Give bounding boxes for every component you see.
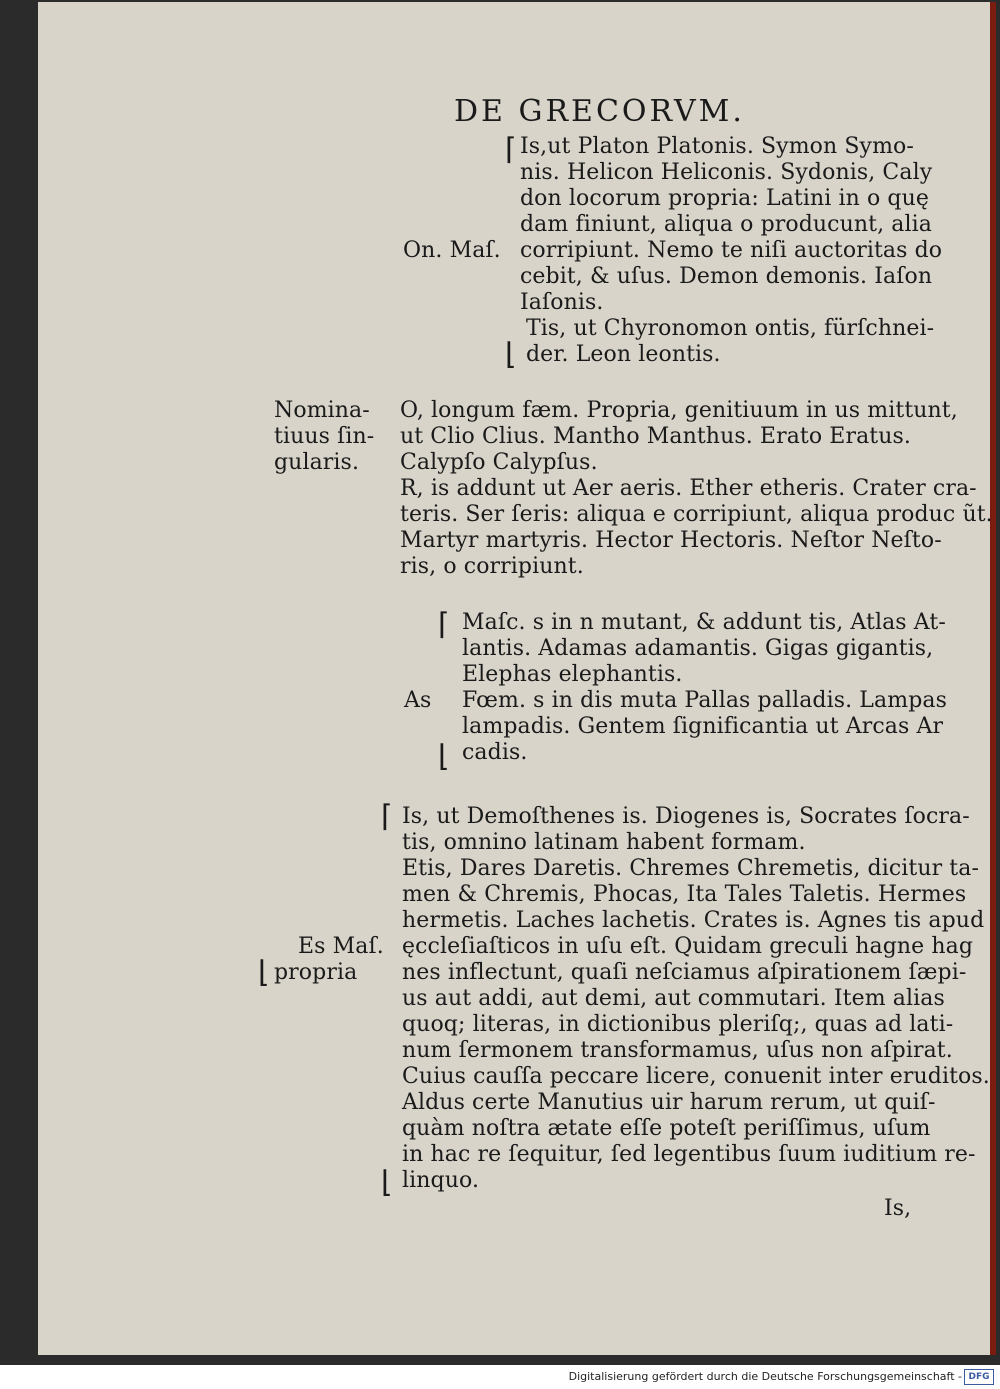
text-line: linquo. bbox=[402, 1168, 480, 1193]
margin-label-nominatiuus: tiuus ſin- bbox=[274, 424, 375, 449]
text-line: tis, omnino latinam habent formam. bbox=[402, 830, 806, 855]
brace-top: ⌈ bbox=[381, 799, 393, 834]
text-line: men & Chremis, Phocas, Ita Tales Taletis. Hermes bbox=[402, 882, 967, 907]
text-line: in hac re ſequitur, ſed legentibus ſuum iuditium re- bbox=[402, 1142, 976, 1167]
text-line: Calypſo Calypſus. bbox=[400, 450, 598, 475]
text-line: cebit, & uſus. Demon demonis. Iaſon bbox=[520, 264, 933, 289]
footer-bar bbox=[0, 1365, 1000, 1389]
text-line: Fœm. s in dis muta Pallas palladis. Lampas bbox=[462, 688, 947, 713]
margin-label-propria: propria bbox=[274, 960, 358, 985]
funding-notice: Digitalisierung gefördert durch die Deutsche Forschungsgemeinschaft - bbox=[568, 1370, 962, 1383]
text-line: ęccleſiaſticos in uſu eſt. Quidam greculi hagne hag bbox=[402, 934, 974, 959]
text-line: Is, ut Demoſthenes is. Diogenes is, Socrates ſocra- bbox=[402, 804, 970, 829]
text-line: cadis. bbox=[462, 740, 528, 765]
brace-bottom: ⌊ bbox=[505, 337, 517, 372]
text-line: Aldus certe Manutius uir harum rerum, ut quiſ- bbox=[402, 1090, 936, 1115]
text-line: Martyr martyris. Hector Hectoris. Neſtor Neſto- bbox=[400, 528, 942, 553]
text-line: corripiunt. Nemo te niſi auctoritas do bbox=[520, 238, 943, 263]
brace-bottom: ⌊ bbox=[381, 1165, 393, 1200]
text-line: hermetis. Laches lachetis. Crates is. Agnes tis apud bbox=[402, 908, 985, 933]
margin-label-as: As bbox=[404, 688, 432, 713]
text-line: ut Clio Clius. Mantho Manthus. Erato Eratus. bbox=[400, 424, 911, 449]
brace-bottom: ⌊ bbox=[258, 955, 270, 990]
page-title: DE GRECORVM. bbox=[454, 94, 745, 129]
margin-label-es-mas: Es Maſ. bbox=[298, 934, 384, 959]
text-line: ris, o corripiunt. bbox=[400, 554, 584, 579]
text-line: us aut addi, aut demi, aut commutari. Item alias bbox=[402, 986, 945, 1011]
text-line: lantis. Adamas adamantis. Gigas gigantis, bbox=[462, 636, 934, 661]
text-line: Is,ut Platon Platonis. Symon Symo- bbox=[520, 134, 914, 159]
brace-top: ⌈ bbox=[505, 132, 517, 167]
margin-label-on-mas: On. Maſ. bbox=[403, 238, 501, 263]
text-line: Iaſonis. bbox=[520, 290, 604, 315]
text-line: O, longum fæm. Propria, genitiuum in us mittunt, bbox=[400, 398, 958, 423]
brace-bottom: ⌊ bbox=[438, 739, 450, 774]
margin-label-nominatiuus: Nomina- bbox=[274, 398, 370, 423]
text-line: Etis, Dares Daretis. Chremes Chremetis, dicitur ta- bbox=[402, 856, 979, 881]
text-line: quoq; literas, in dictionibus pleriſq;, quas ad lati- bbox=[402, 1012, 954, 1037]
text-line: R, is addunt ut Aer aeris. Ether etheris. Crater cra- bbox=[400, 476, 977, 501]
dfg-logo-icon: DFG bbox=[964, 1369, 994, 1385]
text-line: Maſc. s in n mutant, & addunt tis, Atlas At- bbox=[462, 610, 946, 635]
text-line: Cuius cauſſa peccare licere, conuenit inter eruditos. bbox=[402, 1064, 990, 1089]
text-line: Elephas elephantis. bbox=[462, 662, 683, 687]
book-page bbox=[38, 2, 996, 1355]
text-line: Tis, ut Chyronomon ontis, fürſchnei- bbox=[526, 316, 935, 341]
text-line: nes inflectunt, quaſi neſciamus aſpirationem ſæpi- bbox=[402, 960, 967, 985]
text-line: lampadis. Gentem ſignificantia ut Arcas Ar bbox=[462, 714, 944, 739]
text-line: nis. Helicon Heliconis. Sydonis, Caly bbox=[520, 160, 933, 185]
text-line: teris. Ser ſeris: aliqua e corripiunt, aliqua produc ũt. bbox=[400, 502, 993, 527]
text-line: der. Leon leontis. bbox=[526, 342, 721, 367]
brace-top: ⌈ bbox=[438, 607, 450, 642]
text-line: dam finiunt, aliqua o producunt, alia bbox=[520, 212, 932, 237]
margin-label-nominatiuus: gularis. bbox=[274, 450, 360, 475]
text-line: don locorum propria: Latini in o quę bbox=[520, 186, 929, 211]
text-line: num ſermonem transformamus, uſus non aſpirat. bbox=[402, 1038, 953, 1063]
catchword: Is, bbox=[884, 1196, 912, 1221]
text-line: quàm noſtra ætate eſſe poteſt periſſimus, uſum bbox=[402, 1116, 931, 1141]
